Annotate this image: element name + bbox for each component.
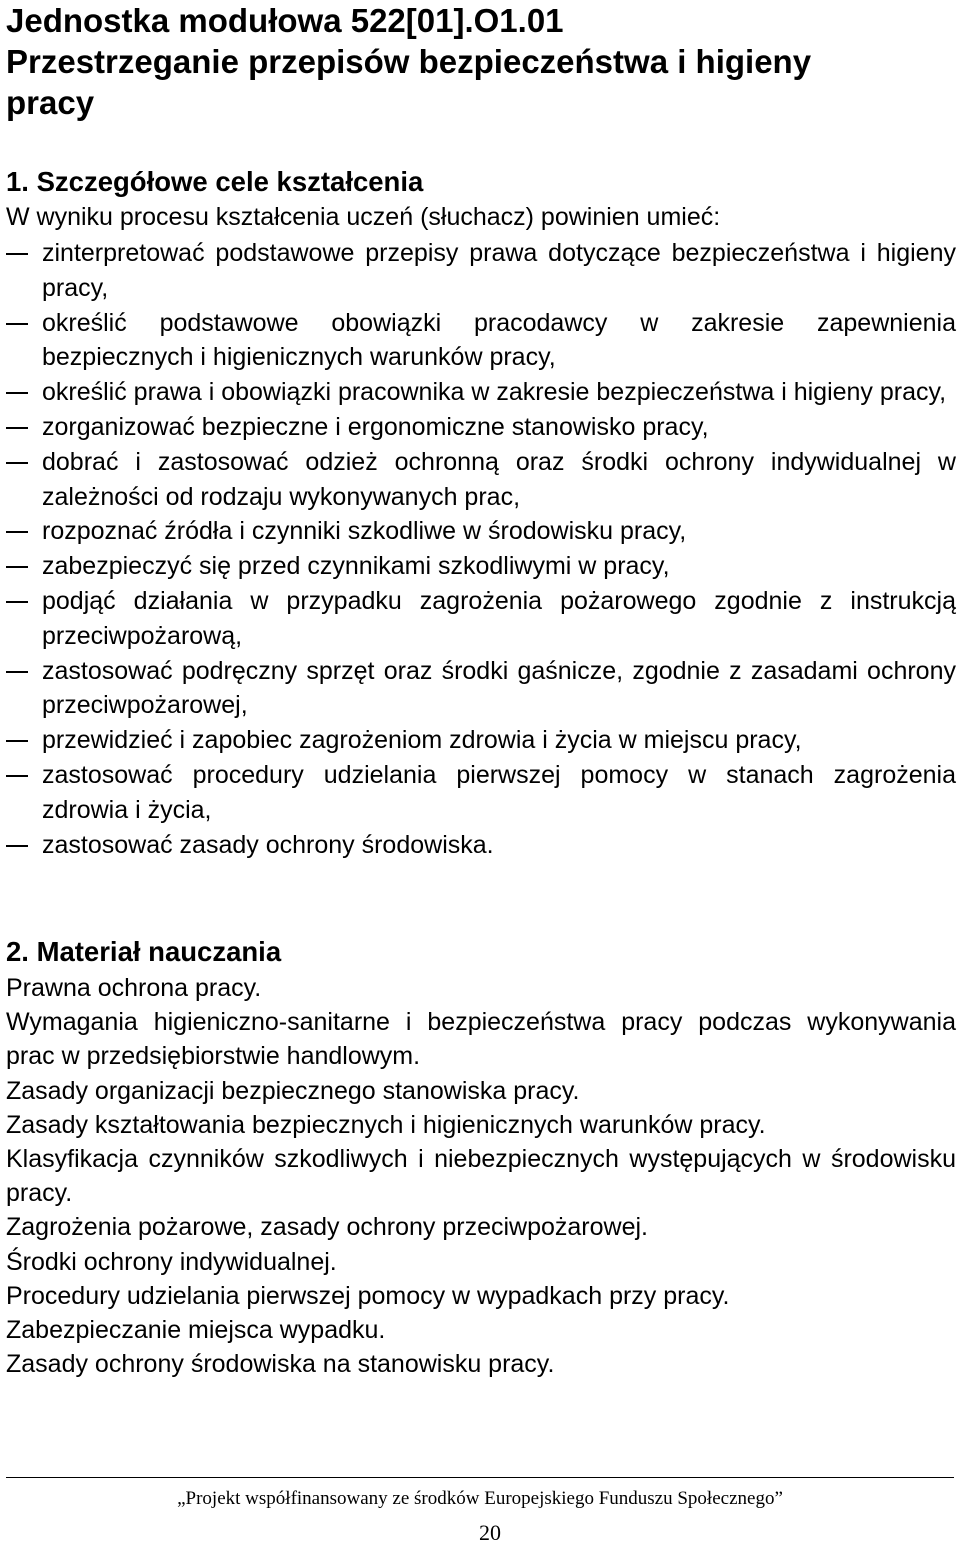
page-title: [6, 0, 956, 123]
list-item: [0, 306, 960, 376]
list-item: Zabezpieczanie miejsca wypadku.: [6, 1316, 386, 1345]
list-item: [0, 445, 960, 515]
list-item-text: określić prawa i obowiązki pracownika w zakresie bezpieczeństwa i higieny pracy,: [42, 378, 947, 407]
list-item: [0, 828, 960, 863]
dash-bullet: [6, 740, 28, 742]
list-item: Klasyfikacja czynników szkodliwych i niebezpiecznych występujących w środowisku pracy.: [6, 1145, 956, 1208]
list-item-text: zabezpieczyć się przed czynnikami szkodliwymi w pracy,: [42, 552, 670, 581]
dash-bullet: [6, 531, 28, 533]
list-item-text: zastosować procedury udzielania pierwszej pomocy w stanach zagrożenia zdrowia i życia,: [42, 760, 956, 824]
list-item: Procedury udzielania pierwszej pomocy w wypadkach przy pracy.: [6, 1281, 730, 1310]
list-item: Zasady organizacji bezpiecznego stanowiska pracy.: [6, 1076, 580, 1105]
dash-bullet: [6, 845, 28, 847]
dash-bullet: [6, 775, 28, 777]
list-item: [0, 375, 960, 410]
section-heading-objectives: 1. Szczegółowe cele kształcenia: [6, 166, 424, 197]
dash-bullet: [6, 253, 28, 255]
list-item-text: przewidzieć i zapobiec zagrożeniom zdrowia i życia w miejscu pracy,: [42, 726, 802, 755]
dash-bullet: [6, 671, 28, 673]
list-item: Zasady kształtowania bezpiecznych i higienicznych warunków pracy.: [6, 1110, 766, 1139]
dash-bullet: [6, 323, 28, 325]
title-line: Przestrzeganie przepisów bezpieczeństwa i higieny: [6, 43, 812, 80]
footer-note: „Projekt współfinansowany ze środków Europejskiego Funduszu Społecznego”: [177, 1488, 783, 1509]
section-intro: W wyniku procesu kształcenia uczeń (słuchacz) powinien umieć:: [6, 203, 721, 231]
list-item-text: zastosować zasady ochrony środowiska.: [42, 830, 494, 859]
title-line: Jednostka modułowa 522[01].O1.01: [6, 2, 564, 39]
dash-bullet: [6, 601, 28, 603]
list-item: [0, 654, 960, 724]
list-item: Prawna ochrona pracy.: [6, 974, 262, 1002]
list-item: Zasady ochrony środowiska na stanowisku pracy.: [6, 1350, 555, 1379]
list-item: Środki ochrony indywidualnej.: [6, 1247, 337, 1276]
objectives-list: [0, 236, 960, 862]
dash-bullet: [6, 427, 28, 429]
dash-bullet: [6, 462, 28, 464]
list-item: [0, 584, 960, 654]
title-line: pracy: [6, 84, 95, 121]
list-item-text: zastosować podręczny sprzęt oraz środki gaśnicze, zgodnie z zasadami ochrony przeciwpożarowej,: [42, 656, 956, 720]
dash-bullet: [6, 392, 28, 394]
list-item: Wymagania higieniczno-sanitarne i bezpieczeństwa pracy podczas wykonywania prac w przedsiębiorstwie handlowym.: [6, 1008, 956, 1071]
list-item: [0, 236, 960, 306]
list-item-text: rozpoznać źródła i czynniki szkodliwe w środowisku pracy,: [42, 517, 687, 546]
list-item-text: zorganizować bezpieczne i ergonomiczne stanowisko pracy,: [42, 412, 709, 441]
list-item-text: dobrać i zastosować odzież ochronną oraz środki ochrony indywidualnej w zależności od rodzaju wykonywanych prac,: [42, 447, 956, 511]
list-item-text: zinterpretować podstawowe przepisy prawa dotyczące bezpieczeństwa i higieny pracy,: [42, 239, 956, 302]
list-item-text: określić podstawowe obowiązki pracodawcy w zakresie zapewnienia bezpiecznych i higienicznych warunków pracy,: [42, 308, 956, 372]
list-item: Zagrożenia pożarowe, zasady ochrony przeciwpożarowej.: [6, 1213, 648, 1242]
list-item: [0, 549, 960, 584]
list-item: [0, 758, 960, 828]
list-item: [0, 514, 960, 549]
list-item: [0, 410, 960, 445]
list-item: [0, 723, 960, 758]
page-number: 20: [479, 1520, 501, 1545]
material-list: [6, 971, 956, 1381]
list-item-text: podjąć działania w przypadku zagrożenia pożarowego zgodnie z instrukcją przeciwpożarową,: [42, 586, 956, 650]
footer-divider: [6, 1477, 954, 1478]
dash-bullet: [6, 566, 28, 568]
section-heading-material: 2. Materiał nauczania: [6, 936, 282, 967]
